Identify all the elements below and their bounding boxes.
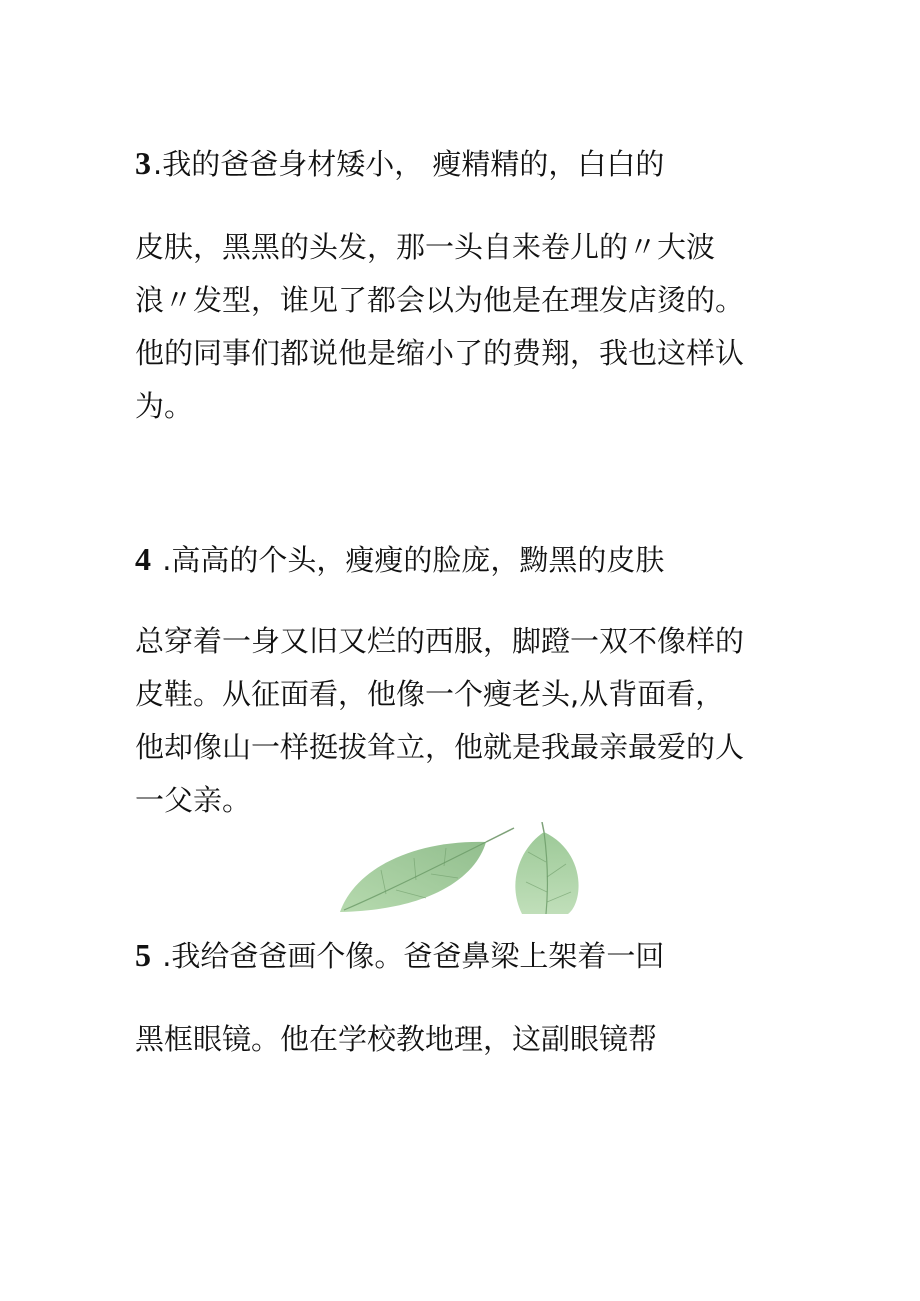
item-3-number: 3	[135, 145, 151, 181]
item-3-line-3: 他的同事们都说他是缩小了的费翔，我也这样认	[135, 336, 745, 370]
item-4-line-1: 总穿着一身又旧又烂的西服，脚蹬一双不像样的	[135, 624, 745, 658]
item-3-heading	[135, 143, 664, 184]
green-leaves-icon	[336, 822, 586, 914]
item-4-line-3: 他却像山一样挺拔耸立，他就是我最亲最爱的人	[135, 730, 745, 764]
item-4-heading-text: .高高的个头，瘦瘦的脸庞，黝黑的皮肤	[153, 543, 665, 577]
item-5-heading-text: .我给爸爸画个像。爸爸鼻梁上架着一回	[153, 939, 665, 973]
item-3-line-1: 皮肤，黑黑的头发，那一头自来卷儿的〃大波	[135, 230, 716, 264]
item-4-heading	[135, 539, 664, 580]
item-3-line-2: 浪〃发型，谁见了都会以为他是在理发店烫的。	[135, 283, 745, 317]
item-5-heading	[135, 935, 664, 976]
item-4-line-2: 皮鞋。从征面看，他像一个瘦老头,从背面看，	[135, 677, 725, 711]
item-5-number: 5	[135, 937, 151, 973]
item-3-line-4: 为。	[135, 389, 194, 423]
item-3-heading-text: .我的爸爸身材矮小， 瘦精精的，白白的	[153, 147, 665, 181]
item-4-number: 4	[135, 541, 151, 577]
item-4-line-4: 一父亲。	[135, 783, 252, 817]
item-5-line-1: 黑框眼镜。他在学校教地理，这副眼镜帮	[135, 1022, 658, 1056]
